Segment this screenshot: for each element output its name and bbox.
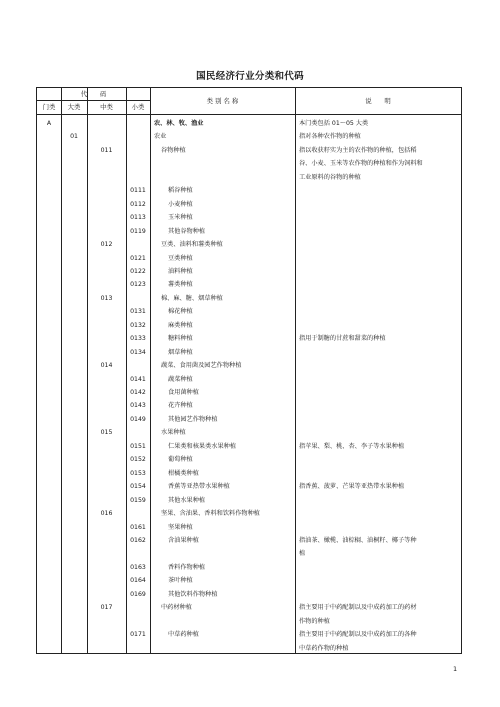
category-name: 食用菌种植: [168, 389, 199, 396]
col-divider: [150, 88, 151, 653]
category-name: 柑橘类种植: [168, 469, 199, 477]
category-name: 蔬菜种植: [168, 375, 193, 383]
code-small: 0169: [130, 590, 146, 598]
category-name: 棉花种植: [168, 308, 193, 316]
category-name: 稻谷种植: [168, 187, 193, 195]
category-name: 糖料种植: [168, 335, 193, 343]
code-mid: 014: [100, 362, 113, 370]
classification-table: [36, 87, 462, 654]
category-name: 其他园艺作物种植: [168, 415, 218, 423]
code-mid: 015: [100, 429, 113, 437]
category-name: 水果种植: [161, 429, 186, 437]
category-name: 麻类种植: [168, 321, 193, 329]
category-name: 仁果类和核果类水果种植: [168, 442, 237, 450]
code-small: 0152: [130, 456, 146, 464]
code-small: 0133: [130, 335, 146, 343]
code-small: 0153: [130, 469, 146, 477]
code-small: 0113: [130, 214, 146, 222]
col-divider: [61, 88, 62, 653]
header-small: 小类: [131, 103, 145, 111]
category-name: 茶叶种植: [168, 577, 193, 585]
code-small: 0151: [130, 442, 146, 450]
category-name: 谷物种植: [161, 146, 186, 154]
category-name: 豆类种植: [168, 254, 193, 262]
code-small: 0149: [130, 415, 146, 423]
category-note: 指用于制糖的甘蔗和甜菜的种植: [299, 335, 386, 343]
header-category: 类 别 名 称: [206, 97, 239, 105]
category-name: 中药材种植: [161, 604, 192, 612]
header-bottom-line: [37, 114, 461, 115]
category-note: 工业原料的谷物的种植: [299, 173, 361, 181]
code-small: 0154: [130, 483, 146, 491]
category-name: 蔬菜、食用菌及园艺作物种植: [161, 362, 242, 370]
category-note: 指以收获籽实为主的农作物的种植，包括稻: [299, 146, 417, 154]
category-name: 香料作物种植: [168, 563, 206, 571]
category-note: 指苹果、梨、桃、杏、李子等水果种植: [299, 442, 405, 450]
code-mid: 012: [100, 241, 113, 249]
category-note: 作物的种植: [299, 617, 330, 625]
code-door: A: [46, 120, 52, 127]
category-note: 本门类包括 01～05 大类: [299, 120, 369, 127]
header-door: 门类: [42, 103, 56, 111]
code-mid: 017: [100, 604, 113, 612]
code-small: 0134: [130, 348, 146, 356]
header-mid: 中类: [100, 103, 113, 111]
category-name: 棉、麻、糖、烟草种植: [161, 294, 223, 302]
code-small: 0122: [130, 267, 146, 275]
code-small: 0159: [130, 496, 146, 504]
code-small: 0164: [130, 577, 146, 585]
category-note: 中草药作物的种植: [299, 644, 349, 652]
category-name: 其他水果种植: [168, 496, 206, 504]
category-name: 坚果、含油果、香料和饮料作物种植: [161, 510, 260, 518]
category-note: 指主要用于中药配制以及中成药加工的各种: [299, 631, 417, 639]
code-small: 0163: [130, 563, 146, 571]
category-name: 香蕉等亚热带水果种植: [168, 483, 230, 491]
category-note: 指对各种农作物的种植: [299, 133, 361, 141]
code-small: 0121: [130, 254, 146, 262]
code-small: 0131: [130, 308, 146, 316]
category-note: 植: [299, 550, 306, 558]
code-small: 0141: [130, 375, 146, 383]
category-name: 豆类、油料和薯类种植: [161, 241, 223, 249]
code-small: 0119: [130, 227, 146, 235]
code-small: 0162: [130, 536, 146, 544]
category-name: 中草药种植: [168, 631, 199, 639]
document-title: 国民经济行业分类和代码: [196, 71, 304, 82]
header-divider: [37, 100, 150, 101]
category-name: 农、林、牧、渔业: [154, 120, 204, 127]
category-name: 其他饮料作物种植: [168, 590, 218, 598]
header-big: 大类: [67, 103, 81, 111]
category-name: 玉米种植: [168, 214, 193, 222]
category-name: 其他谷物种植: [168, 227, 206, 235]
page-number: 1: [453, 665, 458, 673]
code-small: 0132: [130, 321, 146, 329]
category-name: 薯类种植: [168, 281, 193, 289]
category-name: 含油果种植: [168, 536, 199, 544]
col-divider: [87, 88, 88, 653]
code-small: 0171: [130, 631, 146, 639]
category-note: 谷、小麦、玉米等农作物的种植和作为饲料和: [299, 160, 423, 168]
category-name: 花卉种植: [168, 402, 193, 410]
header-note: 说 明: [365, 97, 391, 105]
code-mid: 016: [100, 510, 113, 518]
category-note: 指主要用于中药配制以及中成药加工的药材: [299, 604, 417, 612]
category-name: 油料种植: [168, 267, 193, 275]
code-small: 0142: [130, 389, 146, 396]
category-note: 指油茶、橄榄、油棕榈、油桐籽、椰子等种: [299, 536, 417, 544]
code-mid: 013: [100, 294, 113, 302]
category-name: 葡萄种植: [168, 456, 193, 464]
code-small: 0161: [130, 523, 146, 531]
category-name: 农业: [154, 133, 167, 141]
header-code: 代 码: [80, 90, 107, 98]
code-small: 0112: [130, 200, 146, 208]
category-note: 指香蕉、菠萝、芒果等亚热带水果种植: [299, 483, 405, 491]
category-name: 小麦种植: [168, 200, 193, 208]
code-mid: 011: [100, 146, 113, 154]
code-small: 0143: [130, 402, 146, 410]
col-divider: [295, 88, 296, 653]
category-name: 烟草种植: [168, 348, 193, 356]
category-name: 坚果种植: [168, 523, 193, 531]
code-small: 0123: [130, 281, 146, 289]
code-big: 01: [70, 133, 78, 141]
code-small: 0111: [130, 187, 146, 195]
